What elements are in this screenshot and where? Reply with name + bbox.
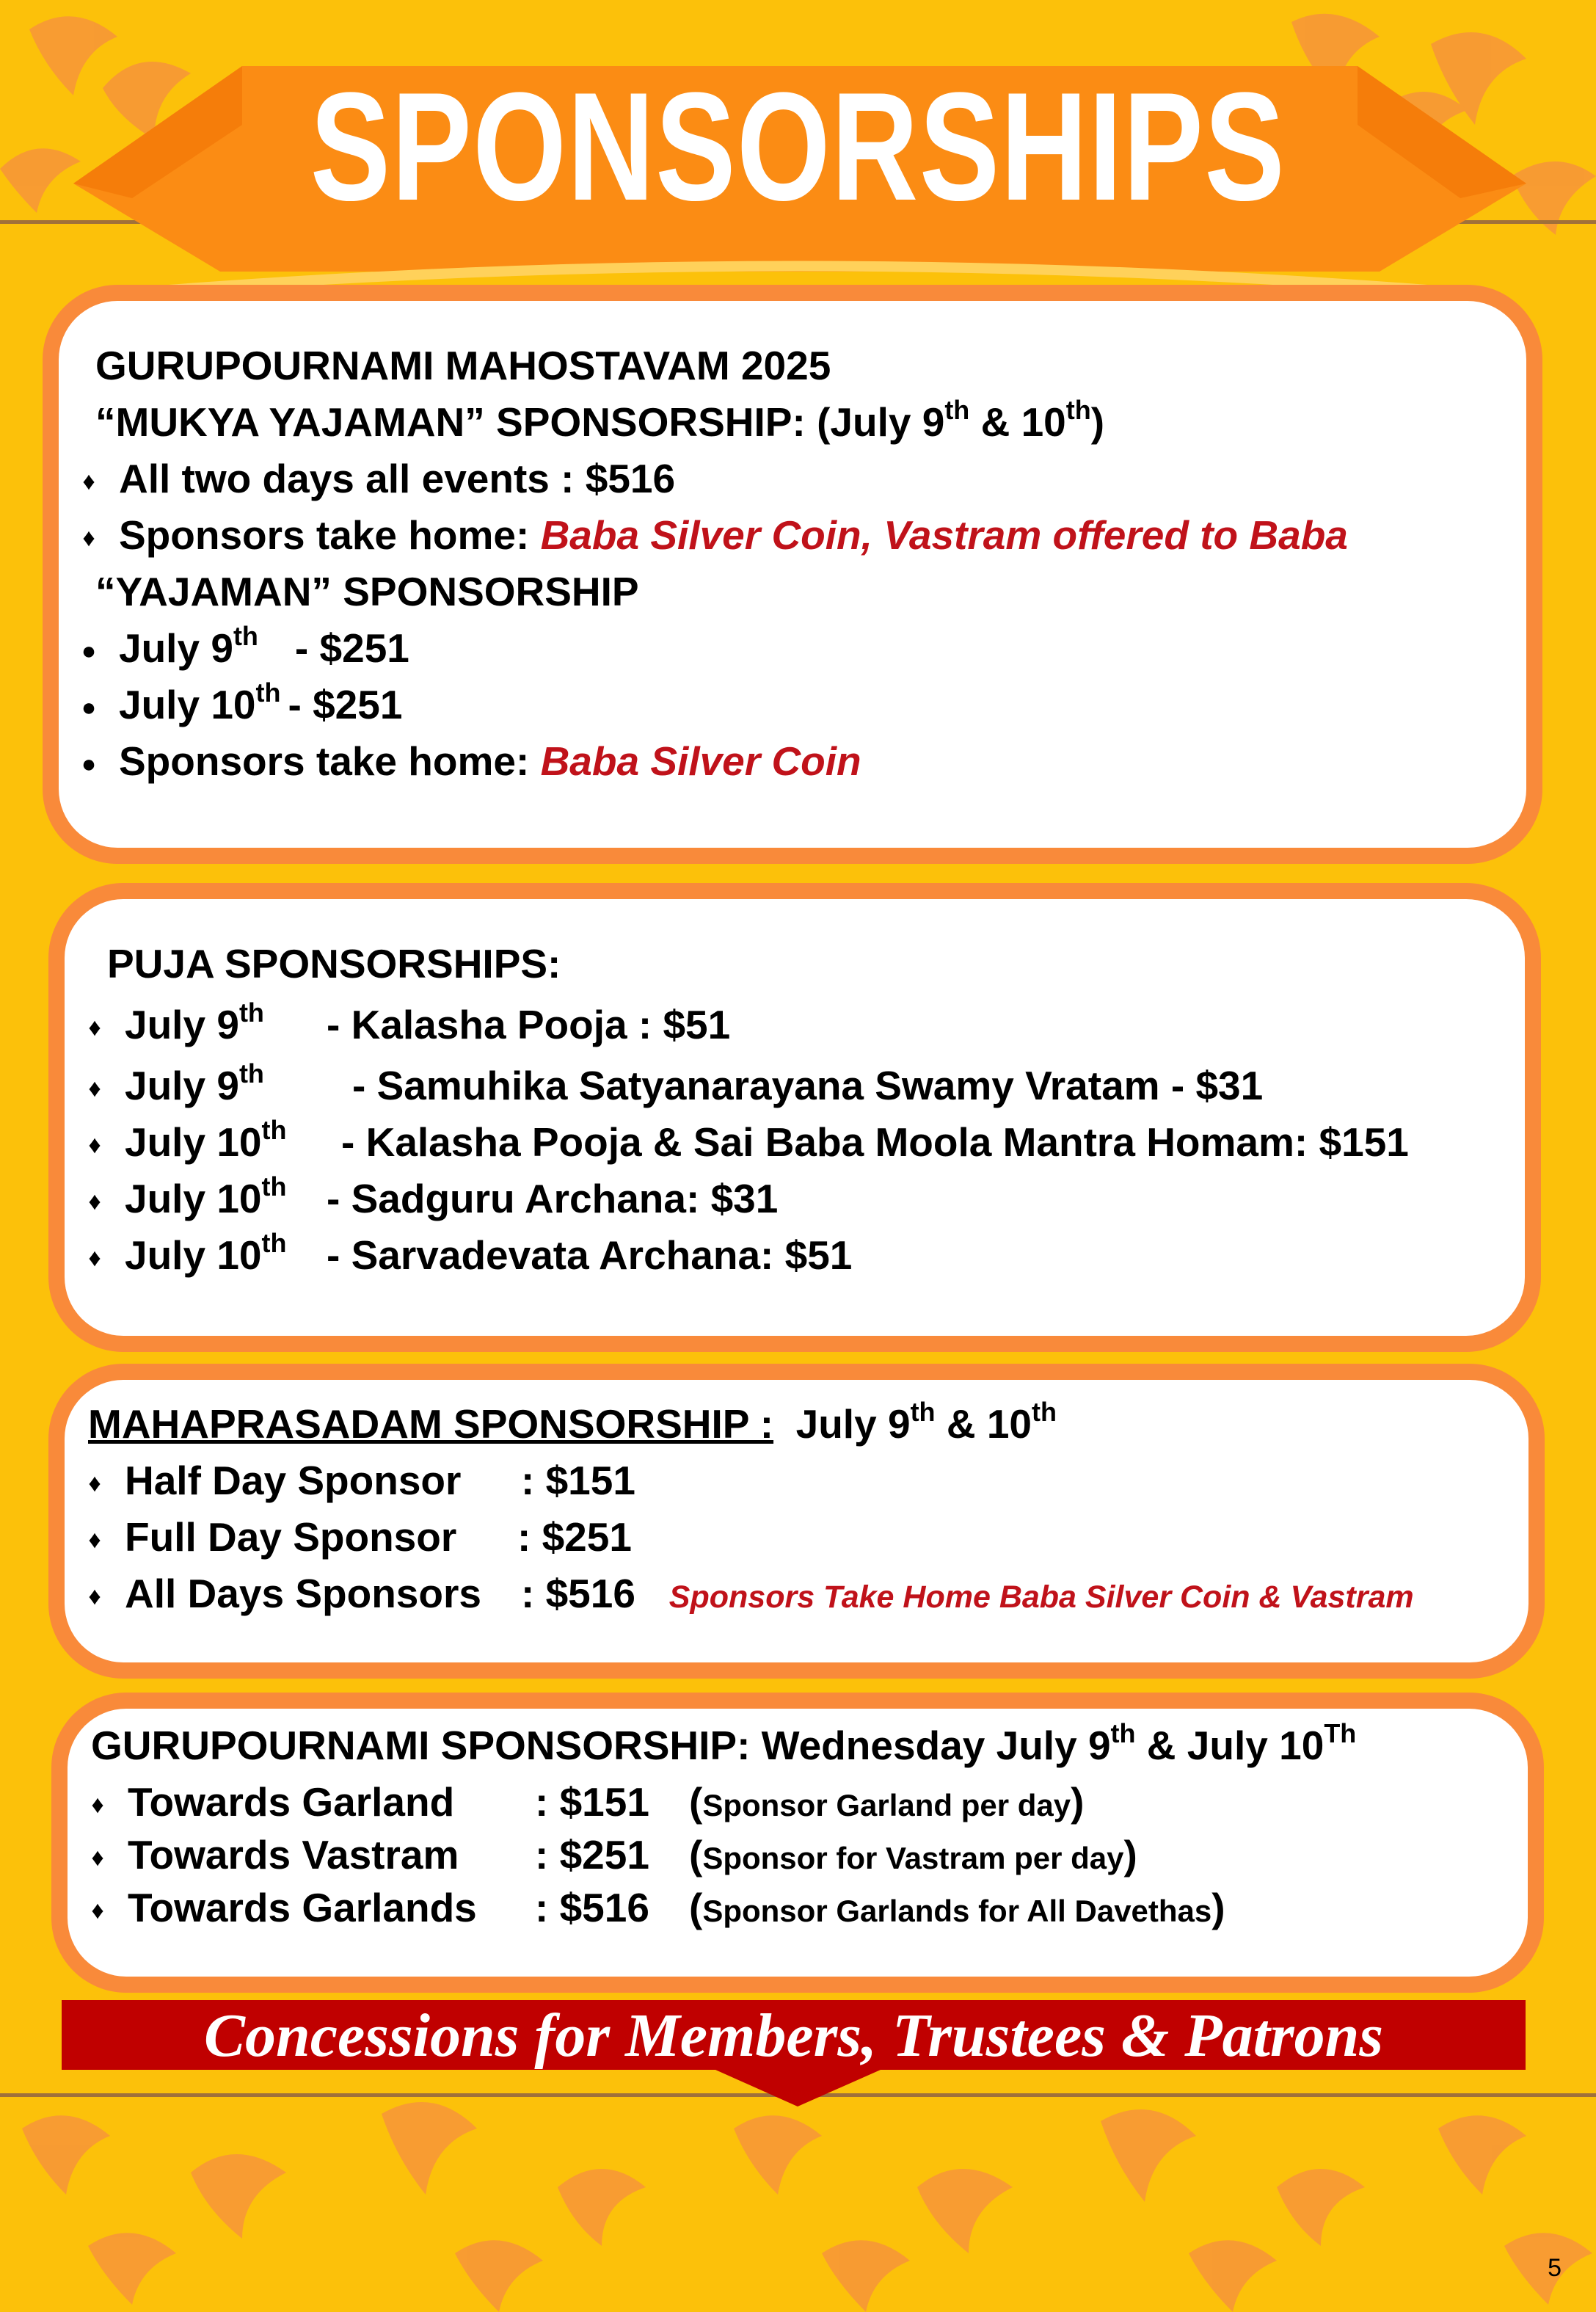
- list-item: ♦ All Days Sponsors : $516 Sponsors Take Home Baba Silver Coin & Vastram: [65, 1566, 1528, 1622]
- list-item: ♦ July 9th - Samuhika Satyanarayana Swamy Vratam - $31: [65, 1058, 1525, 1114]
- page-number: 5: [1548, 2254, 1562, 2282]
- diamond-bullet-icon: ♦: [82, 523, 95, 552]
- diamond-bullet-icon: ♦: [88, 1582, 101, 1610]
- diamond-bullet-icon: ♦: [91, 1843, 104, 1872]
- puja-heading: PUJA SPONSORSHIPS:: [107, 941, 561, 986]
- list-item: ♦ All two days all events : $516: [59, 451, 1526, 507]
- list-item: ♦ Towards Garlands : $516 (Sponsor Garlands for All Davethas): [68, 1880, 1528, 1933]
- mukya-yajaman-title: “MUKYA YAJAMAN” SPONSORSHIP: (July 9th & 10th): [95, 394, 1105, 445]
- list-item: ♦ Sponsors take home: Baba Silver Coin, Vastram offered to Baba: [59, 507, 1526, 564]
- page-title: SPONSORSHIPS: [310, 60, 1286, 233]
- gurupournami-heading: GURUPOURNAMI SPONSORSHIP: Wednesday July 9th & July 10Th: [91, 1717, 1357, 1768]
- mahostavam-heading: GURUPOURNAMI MAHOSTAVAM 2025: [95, 343, 831, 388]
- list-item: ● Sponsors take home: Baba Silver Coin: [59, 733, 1526, 790]
- list-item: ♦ July 9th - Kalasha Pooja : $51: [65, 997, 1525, 1053]
- dot-bullet-icon: ●: [81, 693, 97, 721]
- list-item: ♦ Half Day Sponsor : $151: [65, 1453, 1528, 1509]
- dot-bullet-icon: ●: [81, 636, 97, 665]
- diamond-bullet-icon: ♦: [82, 467, 95, 495]
- diamond-bullet-icon: ♦: [91, 1790, 104, 1819]
- diamond-bullet-icon: ♦: [88, 1074, 101, 1102]
- gurupournami-card: [68, 1709, 1528, 1977]
- diamond-bullet-icon: ♦: [88, 1013, 101, 1042]
- list-item: ♦ July 10th - Sarvadevata Archana: $51: [65, 1227, 1525, 1284]
- diamond-bullet-icon: ♦: [88, 1525, 101, 1554]
- diamond-bullet-icon: ♦: [88, 1469, 101, 1497]
- dot-bullet-icon: ●: [81, 749, 97, 778]
- list-item: ● July 10th - $251: [59, 677, 1526, 733]
- yajaman-title: “YAJAMAN” SPONSORSHIP: [95, 569, 639, 614]
- diamond-bullet-icon: ♦: [91, 1896, 104, 1924]
- list-item: ♦ Full Day Sponsor : $251: [65, 1509, 1528, 1566]
- list-item: ● July 9th - $251: [59, 620, 1526, 677]
- diamond-bullet-icon: ♦: [88, 1243, 101, 1272]
- diamond-bullet-icon: ♦: [88, 1130, 101, 1159]
- list-item: ♦ Towards Vastram : $251 (Sponsor for Vastram per day): [68, 1827, 1528, 1880]
- list-item: ♦ July 10th - Sadguru Archana: $31: [65, 1171, 1525, 1227]
- mahaprasadam-heading: MAHAPRASADAM SPONSORSHIP : July 9th & 10th: [88, 1396, 1057, 1447]
- list-item: ♦ Towards Garland : $151 (Sponsor Garland per day): [68, 1774, 1528, 1827]
- puja-card: [65, 899, 1525, 1336]
- diamond-bullet-icon: ♦: [88, 1187, 101, 1215]
- mahostavam-card: [59, 301, 1526, 848]
- concession-banner: Concessions for Members, Trustees & Patrons: [203, 2002, 1384, 2070]
- list-item: ♦ July 10th - Kalasha Pooja & Sai Baba Moola Mantra Homam: $151: [65, 1114, 1525, 1171]
- mahaprasadam-card: [65, 1380, 1528, 1662]
